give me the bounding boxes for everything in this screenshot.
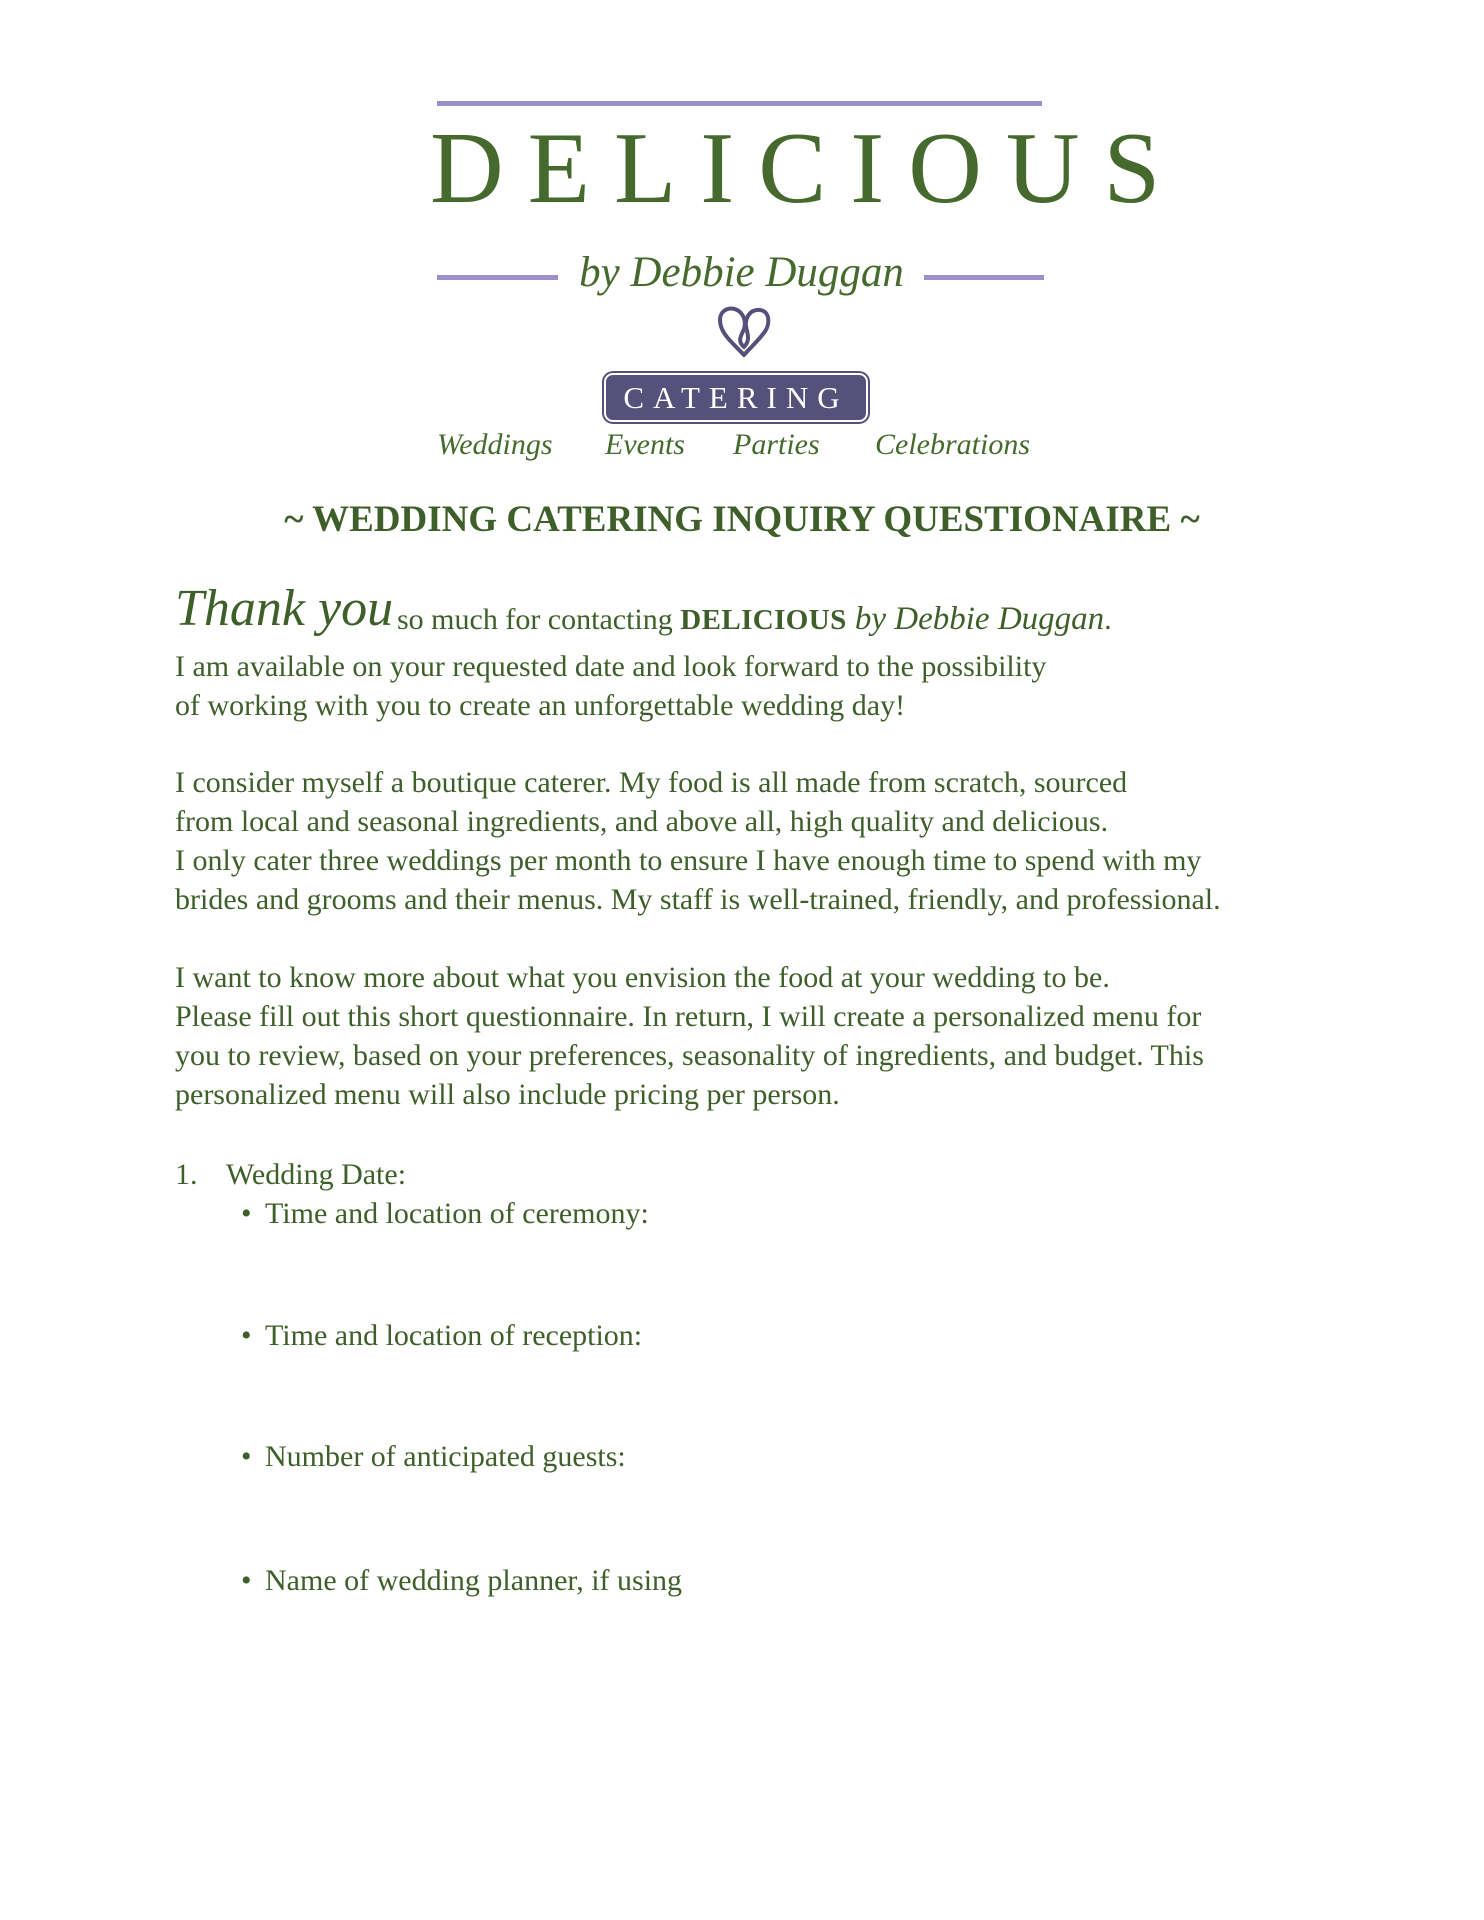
subitem-label: Number of anticipated guests: [265,1440,626,1473]
paragraph-line: I am available on your requested date and look forward to the possibility [175,650,1047,683]
paragraph-line: of working with you to create an unforgettable wedding day! [175,689,906,722]
thank-you-script: Thank you [175,580,394,637]
paragraph-line: I only cater three weddings per month to ensure I have enough time to spend with my [175,844,1202,877]
service-parties: Parties [733,428,820,461]
paragraph-line: Please fill out this short questionnaire. In return, I will create a personalized menu for [175,1000,1202,1033]
bullet-icon: • [241,1197,252,1230]
service-weddings: Weddings [437,428,553,461]
bullet-icon: • [241,1564,252,1597]
heart-icon [713,302,775,360]
brand-name: DELICIOUS [430,112,1185,225]
service-celebrations: Celebrations [875,428,1030,461]
intro-period: . [1104,603,1112,636]
catering-logo [0,0,1484,480]
paragraph-line: brides and grooms and their menus. My staff is well-trained, friendly, and professional. [175,883,1221,916]
question-subitem-guests [241,1437,626,1476]
question-label: Wedding Date: [226,1158,407,1191]
paragraph-line: personalized menu will also include pricing per person. [175,1078,840,1111]
question-number: 1. [175,1158,198,1191]
logo-top-rule [437,101,1042,106]
subitem-label: Time and location of reception: [265,1319,643,1352]
paragraph-line: I consider myself a boutique caterer. My food is all made from scratch, sourced [175,766,1128,799]
paragraph-line: from local and seasonal ingredients, and above all, high quality and delicious. [175,805,1109,838]
intro-text-before-brand: so much for contacting [397,603,681,636]
logo-left-rule [437,275,558,280]
intro-text [397,603,1112,636]
catering-badge: CATERING [606,375,866,420]
intro-brand-byline: by Debbie Duggan [846,601,1105,637]
subitem-label: Time and location of ceremony: [265,1197,649,1230]
subitem-label: Name of wedding planner, if using [265,1564,683,1597]
intro-brand-name: DELICIOUS [680,604,847,636]
bullet-icon: • [241,1440,252,1473]
document-title: ~ WEDDING CATERING INQUIRY QUESTIONAIRE ~ [284,499,1200,540]
paragraph-line: I want to know more about what you envision the food at your wedding to be. [175,961,1110,994]
paragraph-line: you to review, based on your preferences, seasonality of ingredients, and budget. This [175,1039,1204,1072]
about-caterer-paragraph [175,763,1375,919]
question-subitem-reception [241,1316,642,1355]
intro-line [175,580,1355,643]
brand-byline: by Debbie Duggan [579,249,904,296]
questionnaire-intro-paragraph [175,958,1375,1114]
question-subitem-planner [241,1561,682,1600]
logo-right-rule [924,275,1044,280]
service-events: Events [605,428,685,461]
bullet-icon: • [241,1319,252,1352]
question-subitem-ceremony [241,1194,649,1233]
availability-paragraph [175,647,1375,725]
